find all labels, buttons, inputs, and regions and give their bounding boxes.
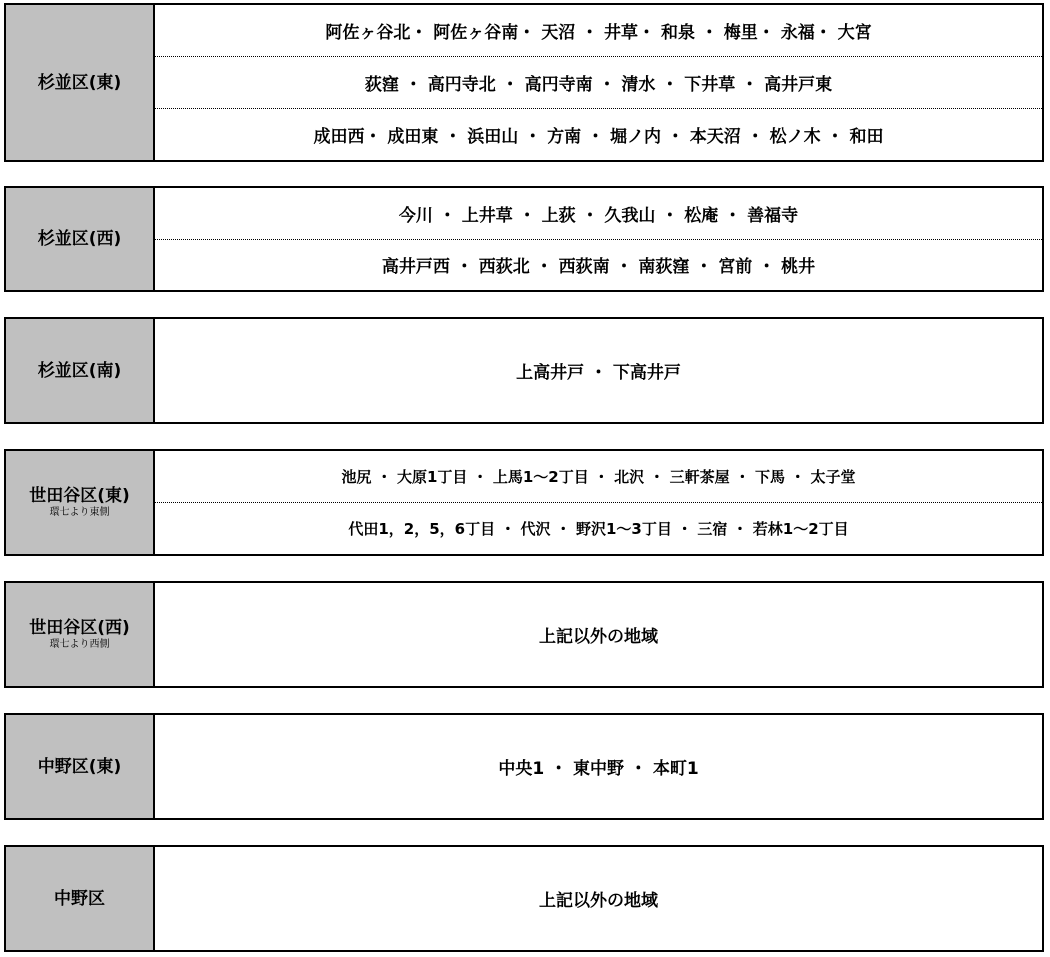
town-row: 荻窪 ・ 高円寺北 ・ 高円寺南 ・ 清水 ・ 下井草 ・ 高井戸東 [155,56,1042,108]
area-label: 中野区(東) [37,756,122,777]
town-row: 上記以外の地域 [539,891,658,911]
area-towns [155,847,1042,950]
area-block-suginami-south [4,317,1044,424]
area-label: 杉並区(西) [37,229,122,249]
area-block-setagaya-east [4,449,1044,556]
area-sublabel: 環七より東側 [49,507,110,518]
area-block-suginami-west [4,186,1044,292]
area-label-cell [6,188,155,290]
area-label: 世田谷区(東) [29,486,130,506]
area-label: 中野区 [54,888,105,909]
area-block-suginami-east [4,3,1044,162]
area-towns [155,583,1042,686]
town-row: 中央1 ・ 東中野 ・ 本町1 [498,759,699,779]
area-label: 杉並区(東) [37,72,122,93]
town-row: 今川 ・ 上井草 ・ 上荻 ・ 久我山 ・ 松庵 ・ 善福寺 [398,205,799,226]
area-label-cell [6,847,155,950]
area-label-cell [6,715,155,818]
area-label-cell [6,583,155,686]
area-sublabel: 環七より西側 [49,639,110,650]
area-towns [155,5,1042,160]
town-row: 池尻 ・ 大原1丁目 ・ 上馬1～2丁目 ・ 北沢 ・ 三軒茶屋 ・ 下馬 ・ 太子堂 [341,468,856,486]
area-towns [155,319,1042,422]
town-row: 上記以外の地域 [539,627,658,647]
area-towns [155,715,1042,818]
area-label: 世田谷区(西) [29,618,130,638]
area-towns [155,451,1042,554]
town-row: 阿佐ヶ谷北・ 阿佐ヶ谷南・ 天沼 ・ 井草・ 和泉 ・ 梅里・ 永福・ 大宮 [325,23,872,43]
town-row: 成田西・ 成田東 ・ 浜田山 ・ 方南 ・ 堀ノ内 ・ 本天沼 ・ 松ノ木 ・ 和田 [155,108,1042,160]
town-row: 高井戸西 ・ 西荻北 ・ 西荻南 ・ 南荻窪 ・ 宮前 ・ 桃井 [155,239,1042,291]
town-row: 代田1，2，5，6丁目 ・ 代沢 ・ 野沢1～3丁目 ・ 三宿 ・ 若林1～2丁目 [155,502,1042,554]
area-block-nakano [4,845,1044,952]
town-row: 上高井戸 ・ 下高井戸 [516,363,681,383]
area-label: 杉並区(南) [37,360,122,381]
area-label-cell [6,5,155,160]
area-label-cell [6,451,155,554]
area-label-cell [6,319,155,422]
area-block-setagaya-west [4,581,1044,688]
area-towns [155,188,1042,290]
area-block-nakano-east [4,713,1044,820]
